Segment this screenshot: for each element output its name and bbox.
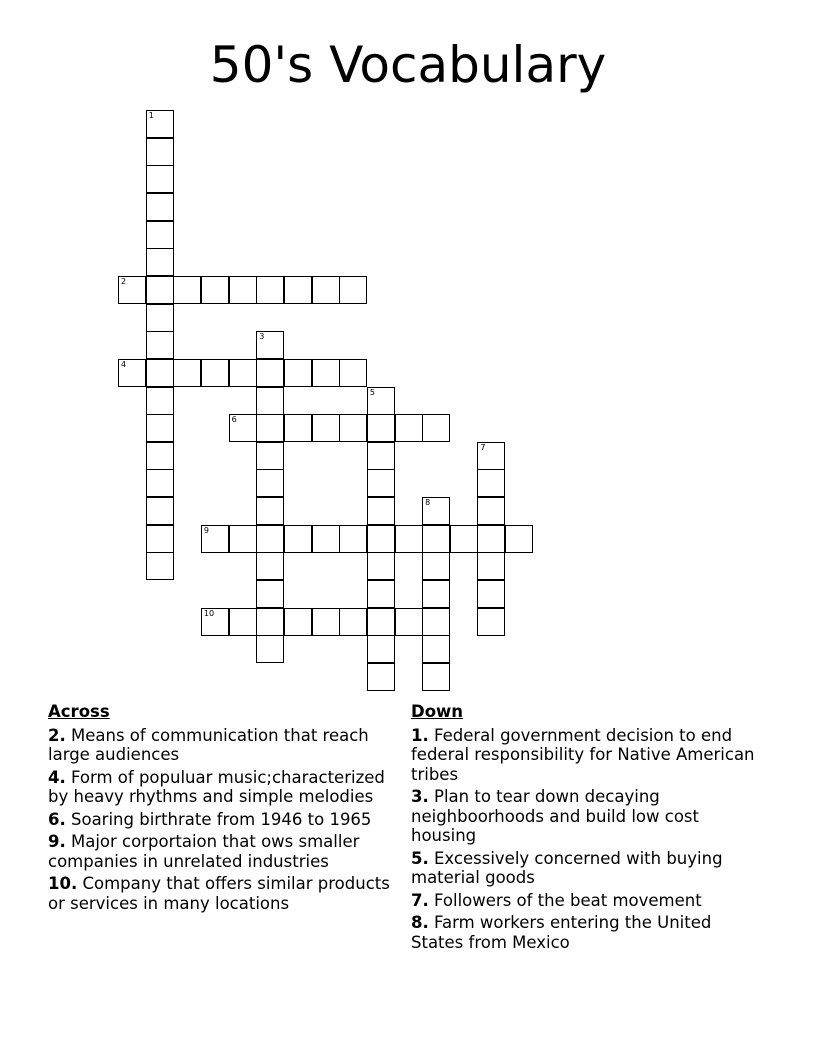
grid-cell bbox=[422, 552, 450, 580]
grid-cell bbox=[201, 608, 229, 636]
across-clue-10 bbox=[48, 874, 393, 913]
cell-number: 2 bbox=[121, 276, 127, 286]
grid-cell bbox=[422, 497, 450, 525]
grid-cell bbox=[256, 635, 284, 663]
grid-cell bbox=[367, 580, 395, 608]
grid-cell bbox=[146, 165, 174, 193]
cell-number: 8 bbox=[425, 498, 431, 508]
clue-text: Farm workers entering the United States from Mexico bbox=[411, 913, 712, 952]
across-clue-6 bbox=[48, 810, 393, 830]
grid-cell bbox=[367, 608, 395, 636]
grid-cell bbox=[256, 331, 284, 359]
cell-number: 3 bbox=[259, 332, 265, 342]
clue-text: Major corportaion that ows smaller companies in unrelated industries bbox=[48, 832, 360, 871]
grid-cell bbox=[477, 552, 505, 580]
grid-cell bbox=[256, 276, 284, 304]
down-clue-8 bbox=[411, 913, 756, 952]
clue-number: 9. bbox=[48, 832, 66, 851]
cell-number: 4 bbox=[121, 359, 127, 369]
grid-cell bbox=[422, 663, 450, 691]
grid-cell bbox=[256, 580, 284, 608]
grid-cell bbox=[284, 414, 312, 442]
clue-text: Federal government decision to end federal responsibility for Native American tribes bbox=[411, 725, 755, 784]
grid-cell bbox=[422, 635, 450, 663]
cell-number: 1 bbox=[148, 111, 154, 120]
cell-number: 9 bbox=[203, 525, 209, 535]
grid-cell bbox=[229, 525, 257, 553]
clue-number: 10. bbox=[48, 874, 78, 893]
grid-cell bbox=[146, 331, 174, 359]
clue-number: 3. bbox=[411, 787, 429, 806]
grid-cell bbox=[229, 414, 257, 442]
grid-cell bbox=[256, 608, 284, 636]
grid-cell bbox=[422, 525, 450, 553]
clue-text: Excessively concerned with buying material goods bbox=[411, 848, 723, 887]
cell-number: 10 bbox=[203, 608, 215, 618]
grid-cell bbox=[505, 525, 533, 553]
clue-number: 2. bbox=[48, 725, 66, 745]
grid-cell bbox=[339, 525, 367, 553]
page-title: 50's Vocabulary bbox=[209, 36, 607, 94]
across-heading: Across bbox=[48, 702, 110, 721]
grid-cell bbox=[146, 414, 174, 442]
grid-cell bbox=[367, 635, 395, 663]
grid-cell bbox=[146, 304, 174, 332]
cell-number: 5 bbox=[369, 387, 375, 397]
grid-cell bbox=[284, 276, 312, 304]
clue-number: 6. bbox=[48, 809, 66, 829]
down-clue-5 bbox=[411, 849, 756, 888]
clue-text: Form of populuar music;characterized by heavy rhythms and simple melodies bbox=[48, 767, 385, 806]
grid-cell bbox=[146, 552, 174, 580]
grid-cell bbox=[146, 138, 174, 166]
grid-cell bbox=[395, 525, 423, 553]
grid-cell bbox=[146, 442, 174, 470]
grid-cell bbox=[229, 359, 257, 387]
clue-text: Soaring birthrate from 1946 to 1965 bbox=[71, 809, 372, 829]
grid-cell bbox=[339, 359, 367, 387]
grid-cell bbox=[367, 469, 395, 497]
grid-cell bbox=[339, 276, 367, 304]
grid-cell bbox=[256, 359, 284, 387]
grid-cell bbox=[146, 248, 174, 276]
grid-cell bbox=[146, 497, 174, 525]
clue-text: Followers of the beat movement bbox=[434, 890, 702, 910]
grid-cell bbox=[256, 442, 284, 470]
grid-cell bbox=[201, 359, 229, 387]
grid-cell bbox=[367, 497, 395, 525]
grid-cell bbox=[367, 387, 395, 415]
grid-cell bbox=[477, 497, 505, 525]
clue-number: 5. bbox=[411, 848, 429, 868]
grid-cell bbox=[256, 525, 284, 553]
grid-cell bbox=[146, 387, 174, 415]
clue-number: 4. bbox=[48, 767, 66, 787]
grid-cell bbox=[146, 193, 174, 221]
clue-number: 1. bbox=[411, 725, 429, 745]
grid-cell bbox=[146, 469, 174, 497]
grid-cell bbox=[395, 608, 423, 636]
grid-cell bbox=[422, 414, 450, 442]
grid-cell bbox=[229, 608, 257, 636]
clue-text: Plan to tear down decaying neighboorhoods and build low cost housing bbox=[411, 787, 700, 845]
grid-cell bbox=[339, 608, 367, 636]
across-clues bbox=[48, 702, 393, 916]
grid-cell bbox=[312, 414, 340, 442]
grid-cell bbox=[395, 414, 423, 442]
down-clue-1 bbox=[411, 726, 756, 785]
grid-cell bbox=[173, 359, 201, 387]
grid-cell bbox=[367, 442, 395, 470]
grid-cell bbox=[477, 525, 505, 553]
down-clue-3 bbox=[411, 787, 756, 846]
grid-cell bbox=[367, 663, 395, 691]
grid-cell bbox=[284, 525, 312, 553]
grid-cell bbox=[284, 359, 312, 387]
grid-cell bbox=[256, 414, 284, 442]
grid-cell bbox=[118, 276, 146, 304]
down-heading: Down bbox=[411, 702, 464, 721]
across-clue-9 bbox=[48, 832, 393, 871]
grid-cell bbox=[367, 525, 395, 553]
grid-cell bbox=[422, 608, 450, 636]
grid-cell bbox=[477, 580, 505, 608]
grid-cell bbox=[229, 276, 257, 304]
down-clues bbox=[411, 702, 756, 955]
grid-cell bbox=[256, 469, 284, 497]
cell-number: 7 bbox=[480, 442, 486, 452]
grid-cell bbox=[312, 359, 340, 387]
grid-cell bbox=[201, 525, 229, 553]
cell-number: 6 bbox=[231, 415, 237, 425]
grid-cell bbox=[118, 359, 146, 387]
across-clue-2 bbox=[48, 726, 393, 765]
grid-cell bbox=[256, 497, 284, 525]
grid-cell bbox=[256, 387, 284, 415]
grid-cell bbox=[477, 608, 505, 636]
clue-number: 7. bbox=[411, 890, 429, 910]
clue-text: Means of communication that reach large audiences bbox=[48, 725, 369, 764]
grid-cell bbox=[146, 110, 174, 138]
clue-number: 8. bbox=[411, 913, 429, 932]
grid-cell bbox=[146, 221, 174, 249]
across-clue-4 bbox=[48, 768, 393, 807]
grid-cell bbox=[146, 359, 174, 387]
grid-cell bbox=[146, 276, 174, 304]
grid-cell bbox=[201, 276, 229, 304]
grid-cell bbox=[146, 525, 174, 553]
grid-cell bbox=[367, 552, 395, 580]
grid-cell bbox=[312, 525, 340, 553]
grid-cell bbox=[312, 608, 340, 636]
grid-cell bbox=[312, 276, 340, 304]
down-clue-7 bbox=[411, 891, 756, 911]
grid-cell bbox=[173, 276, 201, 304]
grid-cell bbox=[367, 414, 395, 442]
grid-cell bbox=[422, 580, 450, 608]
grid-cell bbox=[450, 525, 478, 553]
grid-cell bbox=[477, 469, 505, 497]
grid-cell bbox=[256, 552, 284, 580]
clue-text: Company that offers similar products or services in many locations bbox=[48, 874, 390, 913]
grid-cell bbox=[477, 442, 505, 470]
grid-cell bbox=[339, 414, 367, 442]
grid-cell bbox=[284, 608, 312, 636]
